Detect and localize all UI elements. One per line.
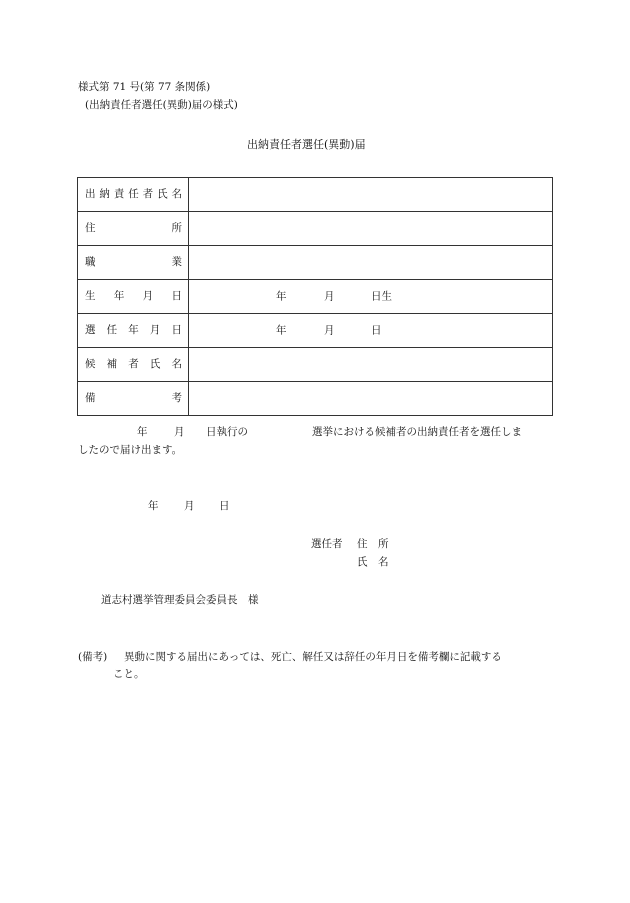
table-row [78, 212, 553, 246]
signer-role: 選任者 [311, 538, 343, 550]
table-row [78, 178, 553, 212]
statement-line2: したので届け出ます。 [78, 444, 183, 456]
birthdate-field[interactable] [189, 280, 553, 314]
appointment-year-unit: 年 [276, 324, 287, 337]
treasurer-name-field[interactable] [189, 178, 553, 212]
address-field[interactable] [189, 212, 553, 246]
addressee: 道志村選挙管理委員会委員長 様 [101, 594, 259, 606]
table-row [78, 314, 553, 348]
table-row [78, 382, 553, 416]
row-label-birthdate: 生年月日 [85, 290, 182, 303]
submission-month: 月 [184, 500, 195, 512]
birth-day-unit: 日生 [371, 290, 392, 303]
form-subtitle: (出納責任者選任(異動)届の様式) [85, 99, 238, 111]
birth-month-unit: 月 [324, 290, 335, 303]
statement-year: 年 [137, 426, 148, 438]
note-label: (備考) [78, 651, 108, 663]
appointment-month-unit: 月 [324, 324, 335, 337]
row-label-appointment-date: 選任年月日 [85, 324, 182, 337]
statement-line1: 選挙における候補者の出納責任者を選任しま [312, 426, 522, 438]
signer-name-label: 氏 名 [357, 556, 389, 568]
statement-exec-day: 日執行の [206, 426, 248, 438]
row-label-remarks: 備考 [85, 392, 182, 405]
remarks-field[interactable] [189, 382, 553, 416]
registration-table [77, 177, 553, 416]
table-row [78, 246, 553, 280]
row-label-candidate-name: 候補者氏名 [85, 358, 182, 371]
document-title: 出納責任者選任(異動)届 [247, 138, 366, 151]
signer-address-label: 住 所 [357, 538, 389, 550]
appointment-date-field[interactable] [189, 314, 553, 348]
candidate-name-field[interactable] [189, 348, 553, 382]
note-line1: 異動に関する届出にあっては、死亡、解任又は辞任の年月日を備考欄に記載する [124, 651, 502, 663]
form-number: 様式第 71 号(第 77 条関係) [78, 81, 211, 93]
row-label-treasurer-name: 出納責任者氏名 [85, 188, 182, 201]
row-label-occupation: 職業 [85, 256, 182, 269]
submission-day: 日 [219, 500, 230, 512]
table-row [78, 348, 553, 382]
appointment-day-unit: 日 [371, 324, 382, 337]
birth-year-unit: 年 [276, 290, 287, 303]
occupation-field[interactable] [189, 246, 553, 280]
note-line2: こと。 [113, 668, 145, 680]
submission-year: 年 [148, 500, 159, 512]
row-label-address: 住所 [85, 222, 182, 235]
statement-month: 月 [174, 426, 185, 438]
table-row [78, 280, 553, 314]
